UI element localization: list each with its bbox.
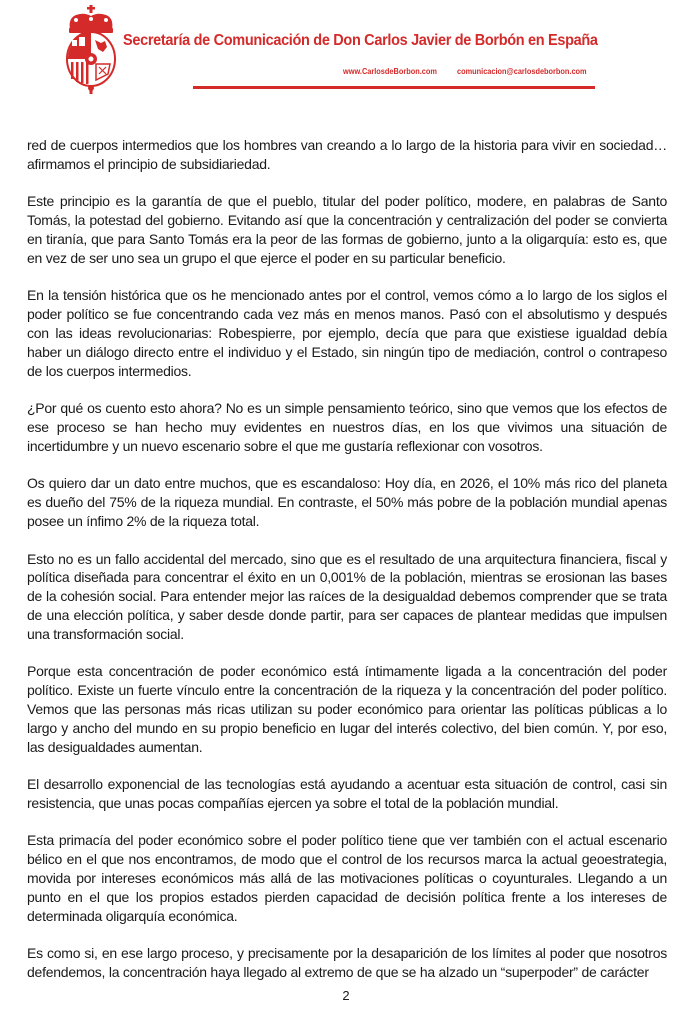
document-body <box>27 136 667 1001</box>
header-divider <box>193 86 595 89</box>
paragraph: Es como si, en ese largo proceso, y precisamente por la desaparición de los límites al poder que nosotros defendemos, la concentración haya llegado al extremo de que se ha alzado un “superpoder” de carácter <box>27 945 667 981</box>
organization-title: Secretaría de Comunicación de Don Carlos Javier de Borbón en España <box>123 32 598 49</box>
paragraph: ¿Por qué os cuento esto ahora? No es un simple pensamiento teórico, sino que vemos que los efectos de ese proceso se han hecho muy evidentes en nuestros días, en los que vivimos una situación de incertidumbre y un nuevo escenario sobre el que me gustaría reflexionar con vosotros. <box>27 400 667 454</box>
paragraph: Este principio es la garantía de que el pueblo, titular del poder político, modere, en palabras de Santo Tomás, la potestad del gobierno. Evitando así que la concentración y centralización del poder se convierta en tiranía, que para Santo Tomás era la peor de las formas de gobierno, junto a la oligarquía: esto es, que en vez de ser uno sea un grupo el que ejerce el poder en su particular beneficio. <box>27 193 667 266</box>
paragraph: Os quiero dar un dato entre muchos, que es escandaloso: Hoy día, en 2026, el 10% más rico del planeta es dueño del 75% de la riqueza mundial. En contraste, el 50% más pobre de la población mundial apenas posee un ínfimo 2% de la riqueza total. <box>27 475 667 529</box>
page-number: 2 <box>342 988 350 1003</box>
paragraph: Porque esta concentración de poder económico está íntimamente ligada a la concentración del poder político. Existe un fuerte vínculo entre la concentración de la riqueza y la concentración del poder político. Vemos que las personas más ricas utilizan su poder económico para orientar las políticas públicas a lo largo y ancho del mundo en su propio beneficio en lugar del interés colectivo, del bien común. Y, por eso, las desigualdades aumentan. <box>27 663 667 755</box>
website-link[interactable]: www.CarlosdeBorbon.com <box>343 67 437 76</box>
letterhead <box>0 0 692 110</box>
paragraph: red de cuerpos intermedios que los hombres van creando a lo largo de la historia para vivir en sociedad… afirmamos el principio de subsidiariedad. <box>27 137 667 172</box>
royal-coat-of-arms-icon <box>62 4 120 94</box>
paragraph: En la tensión histórica que os he mencionado antes por el control, vemos cómo a lo largo de los siglos el poder político se fue concentrando cada vez más en menos manos. Pasó con el absolutismo y después con las ideas revolucionarias: Robespierre, por ejemplo, decía que para que existiese igualdad debía haber un diálogo directo entre el individuo y el Estado, sin ningún tipo de mediación, control o contrapeso de los cuerpos intermedios. <box>27 287 667 379</box>
paragraph: El desarrollo exponencial de las tecnologías está ayudando a acentuar esta situación de control, casi sin resistencia, que unas pocas compañías ejercen ya sobre el total de la población mundial. <box>27 776 667 811</box>
paragraph: Esta primacía del poder económico sobre el poder político tiene que ver también con el actual escenario bélico en el que nos encontramos, de modo que el control de los recursos marca la actual geoestrategia, movida por intereses económicos más allá de las motivaciones políticas o coyunturales. Llegando a un punto en el que los propios estados pierden capacidad de decisión política frente a los intereses de determinada oligarquía económica. <box>27 832 667 924</box>
email-link[interactable]: comunicacion@carlosdeborbon.com <box>457 67 587 76</box>
paragraph: Esto no es un fallo accidental del mercado, sino que es el resultado de una arquitectura financiera, fiscal y política diseñada para concentrar el éxito en un 0,001% de la población, mientras se erosionan las bases de la cohesión social. Para entender mejor las raíces de la desigualdad debemos comprender que se trata de una elección política, y saber desde donde partir, para ser capaces de plantear medidas que impulsen una transformación social. <box>27 550 667 642</box>
